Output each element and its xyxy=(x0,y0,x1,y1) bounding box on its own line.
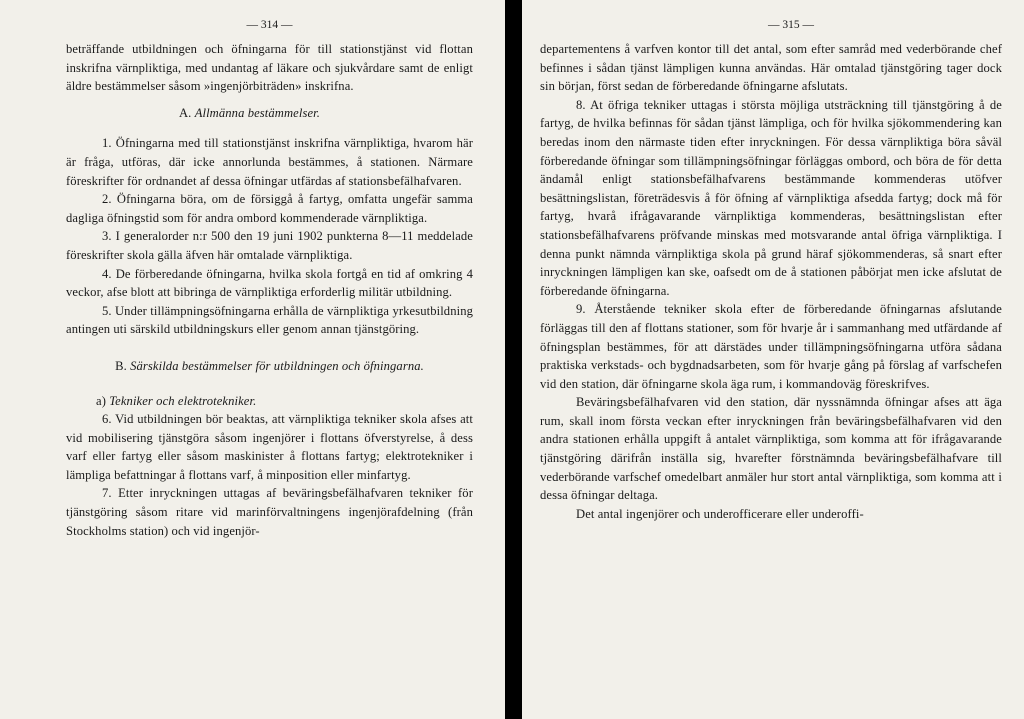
left-page xyxy=(0,0,505,719)
section-heading-a xyxy=(66,104,473,123)
paragraph-9: 9. Återstående tekniker skola efter de förberedande öfningarnas afslutande förläggas till den af flottans stationer, som för hvarje år i sammanhang med utfärdande af öfningsplan bestämmes, för att därstädes under tillämpningsöfningarna utföra sådana praktiska verkstads- och bygdnadsarbeten, som för hvarje gång på förslag af varfschefen vid den station, där öfningarne skola äga rum, i kommandoväg föreskrifves. xyxy=(540,302,1002,391)
page-number-left: — 314 — xyxy=(246,19,293,31)
right-page-body xyxy=(540,40,1002,523)
paragraph-final: Det antal ingenjörer och underofficerare eller underoffi- xyxy=(576,506,864,521)
page-number-right: — 315 — xyxy=(768,19,814,31)
section-a-title: Allmänna bestämmelser. xyxy=(194,105,321,120)
paragraph-4: 4. De förberedande öfningarna, hvilka skola fortgå en tid af omkring 4 veckor, afse blott att bibringa de värnpliktiga erforderlig militär utbildning. xyxy=(66,266,473,300)
paragraph-6: 6. Vid utbildningen bör beaktas, att värnpliktiga tekniker skola afses att vid mobilisering tjänstgöra såsom ingenjörer i flottans öfverstyrelse, å dess varf eller fartyg eller såsom maskinister å flottans fartyg; elektrotekniker i lämpliga befattningar å flottans varf, å minposition eller minfartyg. xyxy=(66,412,473,482)
paragraph-notice: Beväringsbefälhafvaren vid den station, där nyssnämnda öfningar afses att äga rum, skall inom första veckan efter inryckningen från beväringsbefälhafvaren vid den andra stationen erhålla uppgift å antalet värnpliktiga, som komma att för ifrågavarande tjänstgöring därifrån inställa sig, hvarefter förstnämnda beväringsbefälhafvare till vederbörande varfschef omedelbart anmäler hur stort antal värnpliktiga, som komma att i dessa öfningar deltaga. xyxy=(540,395,1002,503)
left-page-body xyxy=(66,40,473,540)
book-gutter xyxy=(505,0,522,719)
subsection-a-title: Tekniker och elektrotekniker. xyxy=(109,393,257,408)
subsection-heading-a xyxy=(66,392,473,411)
section-b-label: B. xyxy=(115,358,127,373)
right-page xyxy=(522,0,1024,719)
paragraph-5: 5. Under tillämpningsöfningarna erhålla de värnpliktiga yrkesutbildning antingen uti särskild utbildningskurs eller genom annan tjänstgöring. xyxy=(66,303,473,337)
section-heading-b xyxy=(66,357,473,376)
paragraph-8: 8. At öfriga tekniker uttagas i största möjliga utsträckning till tjänstgöring å de fartyg, de hvilka befinnas för sådan tjänst lämpliga, och för hvilka sjökommendering kan beredas inom den närmaste tiden efter inryckningen. För dessa värnpliktiga böra såväl förberedande öfningar som tillämpningsöfningar förläggas ombord, och böra de för detta ändamål enligt stationsbefälhafvarens bestämmande kommenderas utöfver besättningslistan, företrädesvis å för öfning af värnpliktiga afsedda fartyg; dock må för fartyg, hvarå ifrågavarande värnpliktiga kommenderas, besättningslistan efter stationsbefälhafvarens pröfvande minskas med motsvarande antal öfriga värnpliktiga. I denna punkt nämnda värnpliktiga skola på grund häraf sjökommenderas, så snart efter inryckningen lämpligen kan ske, oafsedt om de å stationen påbörjat men icke afslutat de förberedande öfningarna. xyxy=(540,97,1002,298)
section-b-title: Särskilda bestämmelser för utbildningen och öfningarna. xyxy=(130,358,424,373)
paragraph-2: 2. Öfningarna böra, om de försiggå å fartyg, omfatta ungefär samma dagliga öfningstid som för andra ombord kommenderade värnpliktiga. xyxy=(66,192,473,225)
paragraph-1: 1. Öfningarna med till stationstjänst inskrifna värnpliktiga, hvarom här är fråga, utföras, där icke annorlunda bestämmes, å stationen. Närmare föreskrifter för ordnandet af dessa öfningar utfärdas af stationsbefälhafvaren. xyxy=(66,136,473,188)
paragraph-3: 3. I generalorder n:r 500 den 19 juni 1902 punkterna 8—11 meddelade föreskrifter skola gälla äfven här omtalade värnpliktiga. xyxy=(66,229,473,262)
subsection-a-label: a) xyxy=(96,393,106,408)
section-a-label: A. xyxy=(178,105,192,120)
paragraph-7: 7. Etter inryckningen uttagas af beväringsbefälhafvaren tekniker för tjänstgöring såsom ritare vid marinförvaltningens ingenjörafdelning (från Stockholms station) och vid ingenjör- xyxy=(66,486,473,538)
intro-paragraph: beträffande utbildningen och öfningarna för till stationstjänst vid flottan inskrifna värnpliktiga, med undantag af läkare och sjukvårdare samt de enligt äldre bestämmelser såsom »ingenjörbiträden» inskrifna. xyxy=(66,42,473,94)
continued-paragraph: departementens å varfven kontor till det antal, som efter samråd med vederbörande chef befinnes i sådan tjänst lämpligen kunna användas. Här omtalad tjänstgöring tager dock sin början, först sedan de förberedande öfningarne afslutats. xyxy=(540,42,1002,94)
